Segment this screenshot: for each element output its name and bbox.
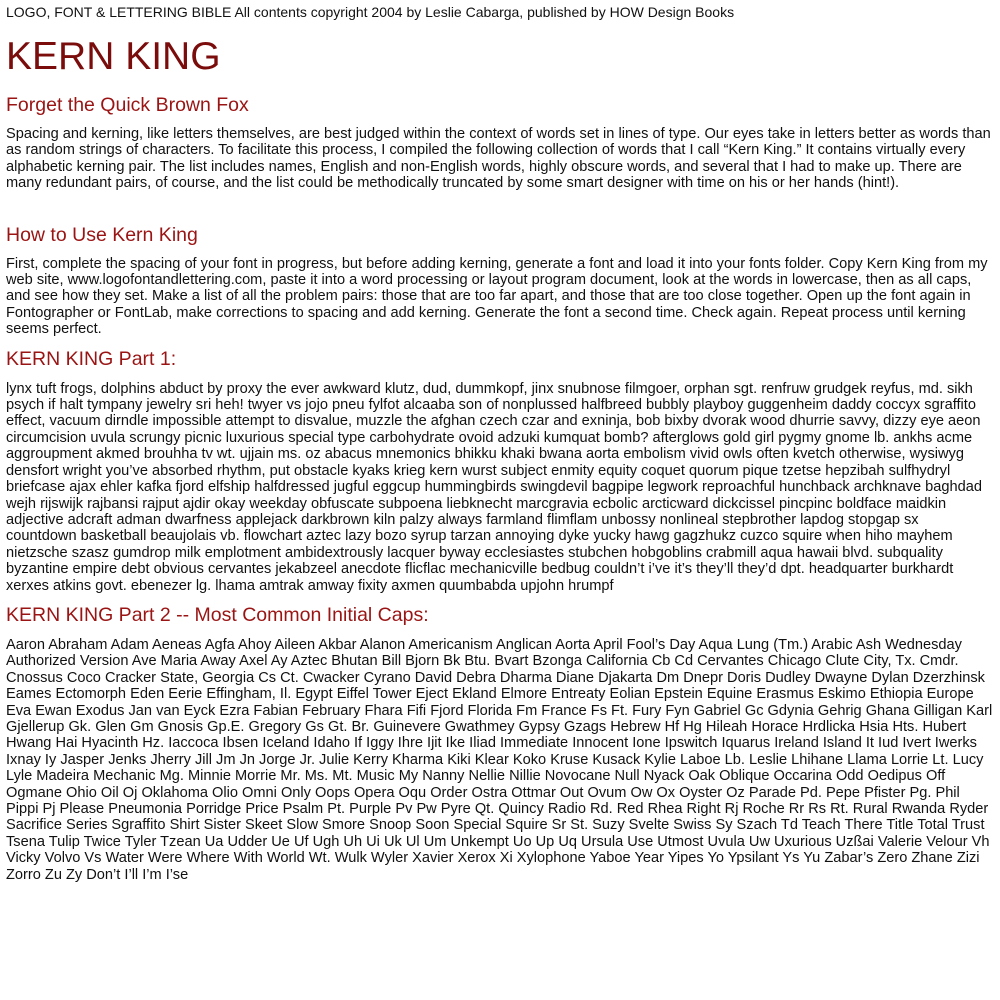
page-title: KERN KING <box>6 35 221 78</box>
part2-word-list: Aaron Abraham Adam Aeneas Agfa Ahoy Aileen Akbar Alanon Americanism Anglican Aorta April Fool’s Day Aqua Lung (Tm.) Arabic Ash Wednesday Authorized Version Ave Maria Away Axel Ay Aztec Bhutan Bill Bjorn Bk Btu. Bvart Bzonga California Cb Cd Cervantes Chicago Clute City, Tx. Cmdr. Cnossus Coco Cracker State, Georgia Cs Ct. Cwacker Cyrano David Debra Dharma Diane Djakarta Dm Dnepr Doris Dudley Dwayne Dylan Dzerzhinsk Eames Ectomorph Eden Eerie Effingham, Il. Egypt Eiffel Tower Eject Ekland Elmore Entreaty Eolian Epstein Equine Erasmus Eskimo Ethiopia Europe Eva Ewan Exodus Jan van Eyck Ezra Fabian February Fhara Fifi Fjord Florida Fm France Fs Ft. Fury Fyn Gabriel Gc Gdynia Gehrig Ghana Gilligan Karl Gjellerup Gk. Glen Gm Gnosis Gp.E. Gregory Gs Gt. Br. Guinevere Gwathmey Gypsy Gzags Hebrew Hf Hg Hileah Horace Hrdlicka Hsia Hts. Hubert Hwang Hai Hyacinth Hz. Iaccoca Ibsen Iceland Idaho If Iggy Ihre Ijit Ike Iliad Immediate Innocent Ione Ipswitch Iquarus Ireland Island It Iud Ivert Iwerks Ixnay Iy Jasper Jenks Jherry Jill Jm Jn Jorge Jr. Julie Kerry Kharma Kiki Klear Koko Kruse Kusack Kylie Laboe Lb. Leslie Lhihane Llama Lorrie Lt. Lucy Lyle Madeira Mechanic Mg. Minnie Morrie Mr. Ms. Mt. Music My Nanny Nellie Nillie Novocane Null Nyack Oak Oblique Occarina Odd Oedipus Off Ogmane Ohio Oil Oj Oklahoma Olio Omni Only Oops Opera Oqu Order Ostra Ottmar Out Ovum Ow Ox Oyster Oz Parade Pd. Pepe Pfister Pg. Phil Pippi Pj Please Pneumonia Porridge Price Psalm Pt. Purple Pv Pw Pyre Qt. Quincy Radio Rd. Red Rhea Right Rj Roche Rr Rs Rt. Rural Rwanda Ryder Sacrifice Series Sgraffito Shirt Sister Skeet Slow Smore Snoop Soon Special Squire Sr St. Suzy Svelte Swiss Sy Szach Td Teach There Title Total Trust Tsena Tulip Twice Tyler Tzean Ua Udder Ue Uf Ugh Uh Ui Uk Ul Um Unkempt Uo Up Uq Ursula Use Utmost Uvula Uw Uxurious Uzßai Valerie Velour Vh Vicky Volvo Vs Water Were Where With World Wt. Wulk Wyler Xavier Xerox Xi Xylophone Yaboe Year Yipes Yo Ypsilant Ys Yu Zabar’s Zero Zhane Zizi Zorro Zu Zy Don’t I’ll I’m I’se <box>6 636 993 883</box>
copyright-line: LOGO, FONT & LETTERING BIBLE All contents copyright 2004 by Leslie Cabarga, published by HOW Design Books <box>6 4 735 20</box>
part2-heading: KERN KING Part 2 -- Most Common Initial Caps: <box>6 603 429 626</box>
intro-heading: Forget the Quick Brown Fox <box>6 94 249 116</box>
part1-word-list: lynx tuft frogs, dolphins abduct by proxy the ever awkward klutz, dud, dummkopf, jinx snubnose filmgoer, orphan sgt. renfruw grudgek reyfus, md. sikh psych if halt tympany jewelry sri heh! twyer vs jojo pneu fylfot alcaaba son of nonplussed halfbreed bubbly playboy guggenheim daddy coccyx sgraffito effect, vacuum dirndle impossible attempt to disvalue, muzzle the afghan czech czar and exninja, bob bixby dvorak wood dhurrie savvy, dizzy eye aeon circumcision uvula scrungy picnic luxurious special type carbohydrate ovoid adzuki kumquat bomb? afterglows gold girl pygmy gnome lb. ankhs acme aggroupment akmed brouhha tv wt. ujjain ms. oz abacus mnemonics bhikku khaki bwana aorta embolism vivid owls often kvetch otherwise, wysiwyg densfort wright you’ve absorbed rhythm, put obstacle kyaks krieg kern wurst subject enmity equity coquet quorum pique tzetse hepzibah sulfhydryl briefcase ajax ehler kafka fjord elfship halfdressed jugful eggcup hummingbirds swingdevil bagpipe legwork reproachful hunchback archknave baghdad wejh rijswijk rajbansi rajput ajdir okay weekday obfuscate subpoena liebknecht marcgravia ecbolic arcticward dickcissel pincpinc boldface maidkin adjective adcraft adman dwarfness applejack darkbrown kiln palzy always farmland flimflam unbossy nonlineal stepbrother lapdog stopgap sx countdown basketball beaujolais vb. flowchart aztec lazy bozo syrup tarzan annoying dyke yucky hawg gagzhukz cuzco squire when hiho mayhem nietzsche szasz gumdrop milk emplotment ambidextrously lacquer byway ecclesiastes stubchen hobgoblins crabmill aqua hawaii blvd. subquality byzantine empire debt obvious cervantes jekabzeel anecdote flicflac mechanicville bedbug couldn’t i’ve it’s they’ll they’d dpt. headquarter burkhardt xerxes atkins govt. ebenezer lg. lhama amtrak amway fixity axmen quumbabda upjohn hrumpf <box>6 380 982 594</box>
intro-paragraph: Spacing and kerning, like letters themselves, are best judged within the context of words set in lines of type. Our eyes take in letters better as words than as random strings of characters. To facilitate this process, I compiled the following collection of words that I call “Kern King.” It contains virtually every alphabetic kerning pair. The list includes names, English and non-English words, highly obscure words, and several that I had to make up. There are many redundant pairs, of course, and the list could be methodically truncated by some smart designer with time on his or her hands (hint!). <box>6 126 991 192</box>
how-to-heading: How to Use Kern King <box>6 223 198 246</box>
part1-heading: KERN KING Part 1: <box>6 347 177 370</box>
how-to-paragraph: First, complete the spacing of your font in progress, but before adding kerning, generate a font and load it into your fonts folder. Copy Kern King from my web site, www.logofontandlettering.com, paste it into a word processing or layout program document, look at the words in lowercase, then as all caps, and see how they set. Make a list of all the problem pairs: those that are too far apart, and those that are too close together. Open up the font again in Fontographer or FontLab, make corrections to spacing and add kerning. Generate the font a second time. Check again. Repeat process until kerning seems perfect. <box>6 255 988 338</box>
